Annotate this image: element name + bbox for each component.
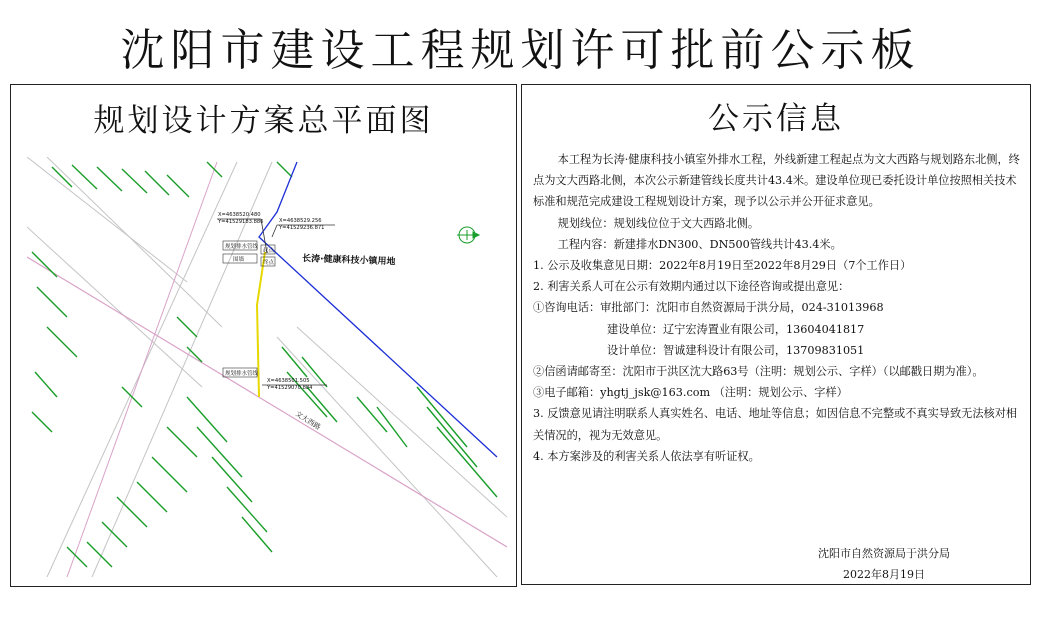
road-centerline [27, 257, 507, 547]
notice-signature [818, 543, 950, 585]
signer-name: 沈阳市自然资源局于洪分局 [818, 547, 950, 560]
notice-mail: ②信函请邮寄至：沈阳市于洪区沈大路63号（注明：规划公示、字样）（以邮戳日期为准）。 [533, 365, 984, 379]
notice-email: ③电子邮箱：yhgtj_jsk@163.com （注明：规划公示、字样） [533, 386, 848, 400]
north-arrow-icon [457, 227, 479, 243]
site-boundary-line [259, 162, 497, 457]
coord-label-2x: X=4638529.256 [279, 218, 322, 224]
notice-designer: 设计单位：智诚建科设计有限公司，13709831051 [607, 343, 865, 357]
start-label: 起点 [263, 248, 275, 254]
pipe-label-1: 规划排水管线 [225, 244, 259, 250]
site-plan-drawing [27, 157, 507, 577]
fence-label: 围墙 [233, 257, 245, 263]
notice-panel [521, 84, 1031, 585]
notice-item-1: 1. 公示及收集意见日期：2022年8月19日至2022年8月29日（7个工作日） [533, 259, 912, 273]
site-name-label: 长涛·健康科技小镇用地 [301, 254, 396, 268]
notice-line-position: 规划线位：规划线位位于文大西路北侧。 [557, 216, 760, 230]
notice-content: 工程内容：新建排水DN300、DN500管线共计43.4米。 [557, 237, 842, 251]
coord-label-3y: Y=41529070.884 [267, 385, 313, 391]
site-plan-title: 规划设计方案总平面图 [93, 103, 434, 139]
coord-label-3x: X=4638501.505 [267, 378, 310, 384]
notice-title: 公示信息 [708, 101, 844, 137]
notice-item-4: 4. 本方案涉及的利害关系人依法享有听证权。 [533, 449, 760, 463]
pipe-label-2: 规划排水管线 [225, 371, 259, 377]
road-name-label: 文大西路 [293, 409, 322, 432]
signature-date: 2022年8月19日 [843, 568, 925, 581]
coord-label-1x: X=4638520.480 [218, 212, 261, 218]
road-centerline-2 [67, 162, 217, 577]
board-title: 沈阳市建设工程规划许可批前公示板 [120, 25, 921, 76]
end-label: 终点 [263, 260, 275, 266]
site-plan-panel [10, 84, 517, 587]
notice-item-3: 3. 反馈意见请注明联系人真实姓名、电话、地址等信息；如因信息不完整或不真实导致无法核对相关情况的，视为无效意见。 [533, 407, 1018, 442]
notice-builder: 建设单位：辽宁宏涛置业有限公司，13604041817 [607, 322, 865, 336]
drainage-pipe [257, 252, 265, 397]
coord-label-1y: Y=41529183.886 [218, 219, 264, 225]
road-edges [27, 157, 507, 577]
green-hatching [32, 162, 497, 567]
notice-item-2: 2. 利害关系人可在公示有效期内通过以下途径咨询或提出意见： [533, 280, 850, 294]
notice-consult: ①咨询电话：审批部门：沈阳市自然资源局于洪分局，024-31013968 [533, 301, 884, 315]
coord-label-2y: Y=41529236.871 [279, 225, 325, 231]
notice-body [533, 149, 1021, 467]
notice-intro: 本工程为长涛·健康科技小镇室外排水工程，外线新建工程起点为文大西路与规划路东北侧，终点为文大西路北侧，本次公示新建管线长度共计43.4米。建设单位现已委托设计单位按照相关技术标准和规范完成建设工程规划设计方案，现予以公示并公开征求意见。 [533, 153, 1020, 209]
